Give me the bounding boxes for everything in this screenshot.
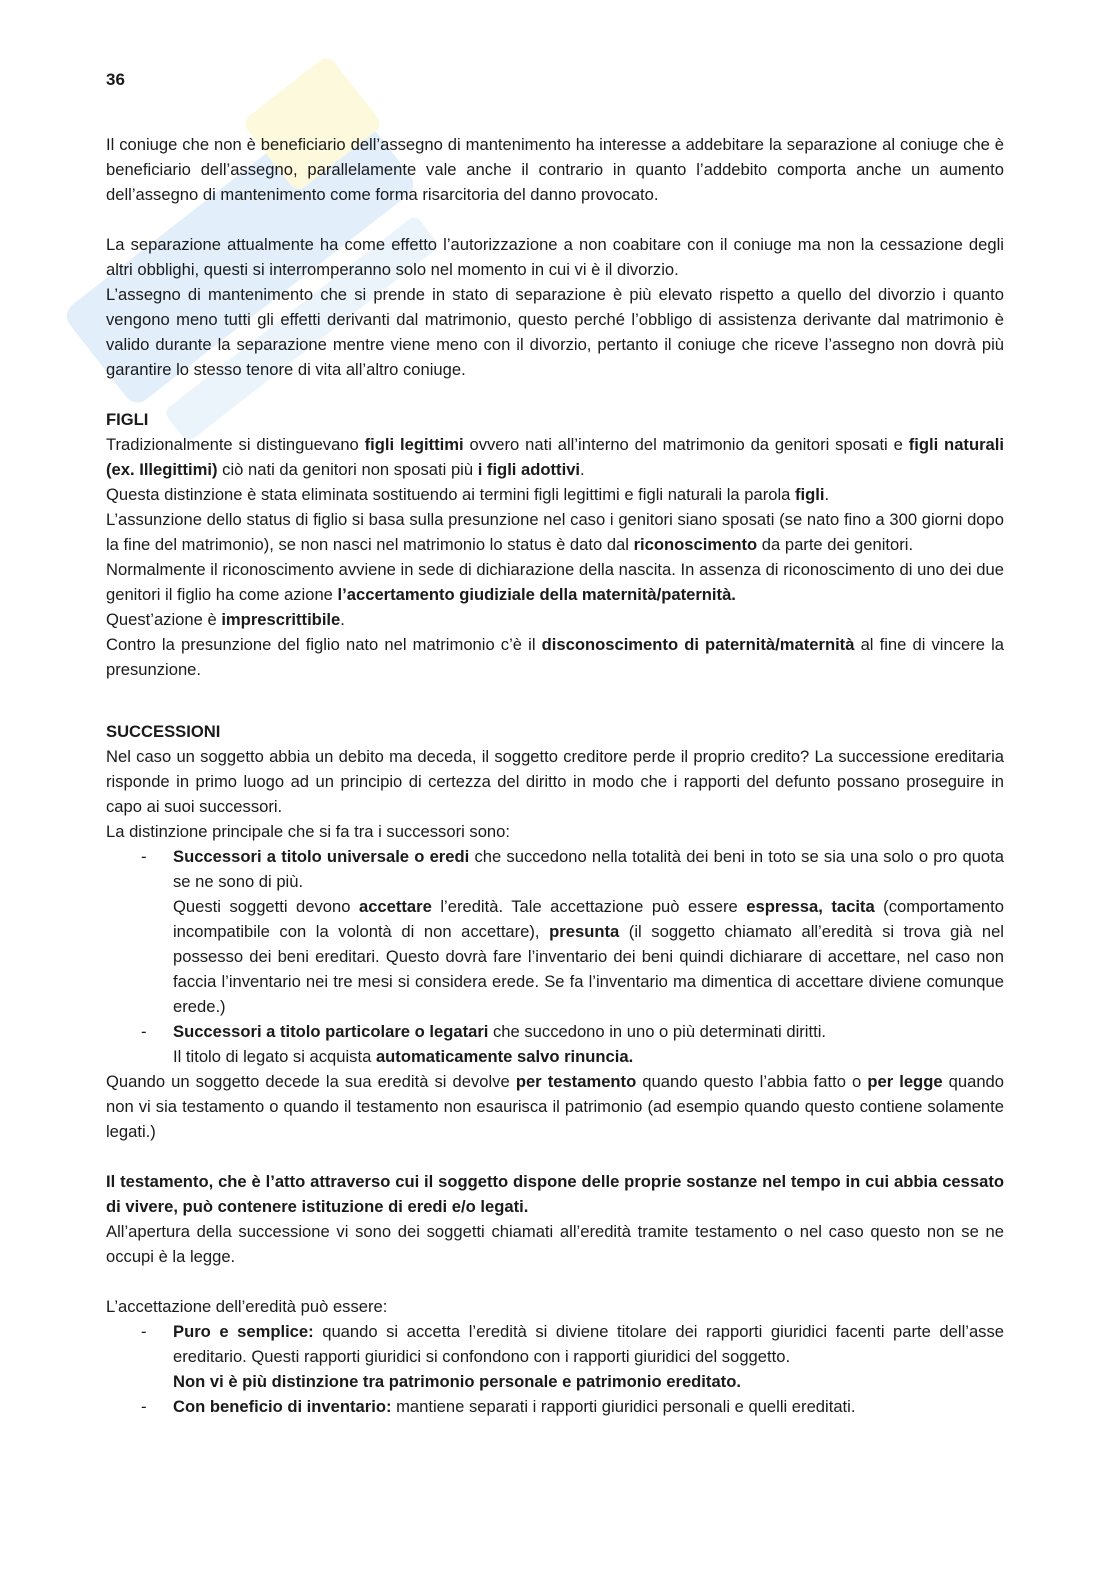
page-number: 36 [106, 70, 125, 89]
paragraph-bold: Il testamento, che è l’atto attraverso cui il soggetto dispone delle proprie sostanze nel tempo in cui abbia cessato di vivere, può contenere istituzione di eredi e/o legati. [106, 1172, 1004, 1216]
paragraph: Contro la presunzione del figlio nato nel matrimonio c’è il disconoscimento di paternità/maternità al fine di vincere la presunzione. [106, 635, 1005, 679]
list-dash: - [141, 847, 147, 866]
paragraph: Questa distinzione è stata eliminata sostituendo ai termini figli legittimi e figli naturali la parola figli. [106, 485, 830, 504]
paragraph: L’accettazione dell’eredità può essere: [106, 1297, 388, 1316]
list-dash: - [141, 1397, 147, 1416]
list-item: - Puro e semplice: quando si accetta l’eredità si diviene titolare dei rapporti giuridici facenti parte dell’asse ereditario. Questi rapporti giuridici si confondono con i rapporti giuridici del soggetto. Non vi è più distinzione tra patrimonio personale e patrimonio ereditato. [106, 1319, 1004, 1394]
paragraph: Quest’azione è imprescrittibile. [106, 610, 345, 629]
accettazione-list [106, 1319, 1004, 1419]
paragraph: Quando un soggetto decede la sua eredità si devolve per testamento quando questo l’abbia fatto o per legge quando non vi sia testamento o quando il testamento non esaurisca il patrimonio (ad esempio quando questo contiene solamente legati.) [106, 1072, 1005, 1141]
list-item: - Con beneficio di inventario: mantiene separati i rapporti giuridici personali e quelli ereditati. [106, 1394, 1004, 1419]
list-item: - Successori a titolo universale o eredi che succedono nella totalità dei beni in toto se sia una solo o pro quota se ne sono di più. Questi soggetti devono accettare l’eredità. Tale accettazione può essere espressa, tacita (comportamento incompatibile con la volontà di non accettare), presunta (il soggetto chiamato all’eredità si trova già nel possesso dei beni ereditari. Questo dovrà fare l’inventario dei beni quindi dichiarare di accettare, nel caso non faccia l’inventario nei tre mesi si considera erede. Se fa l’inventario ma dimentica di accettare diviene comunque erede.) [106, 844, 1004, 1019]
list-item: - Successori a titolo particolare o legatari che succedono in uno o più determinati diritti. Il titolo di legato si acquista automaticamente salvo rinuncia. [106, 1019, 1004, 1069]
section-heading-successioni: SUCCESSIONI [106, 722, 221, 741]
section-heading-figli: FIGLI [106, 410, 149, 429]
paragraph: Nel caso un soggetto abbia un debito ma deceda, il soggetto creditore perde il proprio credito? La successione ereditaria risponde in primo luogo ad un principio di certezza del diritto in modo che i rapporti del defunto possano proseguire in capo ai suoi successori. [106, 747, 1004, 816]
paragraph: L’assunzione dello status di figlio si basa sulla presunzione nel caso i genitori siano sposati (se nato fino a 300 giorni dopo la fine del matrimonio), se non nasci nel matrimonio lo status è dato dal riconoscimento da parte dei genitori. [106, 510, 1004, 554]
paragraph: La separazione attualmente ha come effetto l’autorizzazione a non coabitare con il coniuge ma non la cessazione degli altri obblighi, questi si interromperanno solo nel momento in cui vi è il divorzio. [106, 235, 1004, 279]
paragraph: Il coniuge che non è beneficiario dell’assegno di mantenimento ha interesse a addebitare la separazione al coniuge che è beneficiario dell’assegno, parallelamente vale anche il contrario in quanto l’addebito comporta anche un aumento dell’assegno di mantenimento come forma risarcitoria del danno provocato. [106, 135, 1004, 204]
successori-list [106, 844, 1004, 1069]
list-dash: - [141, 1322, 147, 1341]
paragraph: Tradizionalmente si distinguevano figli legittimi ovvero nati all’interno del matrimonio da genitori sposati e figli naturali (ex. Illegittimi) ciò nati da genitori non sposati più i figli adottivi. [106, 435, 1004, 479]
document-body [106, 132, 1004, 1419]
paragraph: L’assegno di mantenimento che si prende in stato di separazione è più elevato rispetto a quello del divorzio i quanto vengono meno tutti gli effetti derivanti dal matrimonio, questo perché l’obbligo di assistenza derivante dal matrimonio è valido durante la separazione mentre viene meno con il divorzio, pertanto il coniuge che riceve l’assegno non dovrà più garantire lo stesso tenore di vita all’altro coniuge. [106, 285, 1004, 379]
list-dash: - [141, 1022, 147, 1041]
paragraph: La distinzione principale che si fa tra i successori sono: [106, 822, 510, 841]
paragraph: All’apertura della successione vi sono dei soggetti chiamati all’eredità tramite testamento o nel caso questo non se ne occupi è la legge. [106, 1222, 1004, 1266]
paragraph: Normalmente il riconoscimento avviene in sede di dichiarazione della nascita. In assenza di riconoscimento di uno dei due genitori il figlio ha come azione l’accertamento giudiziale della maternità/paternità. [106, 560, 1004, 604]
